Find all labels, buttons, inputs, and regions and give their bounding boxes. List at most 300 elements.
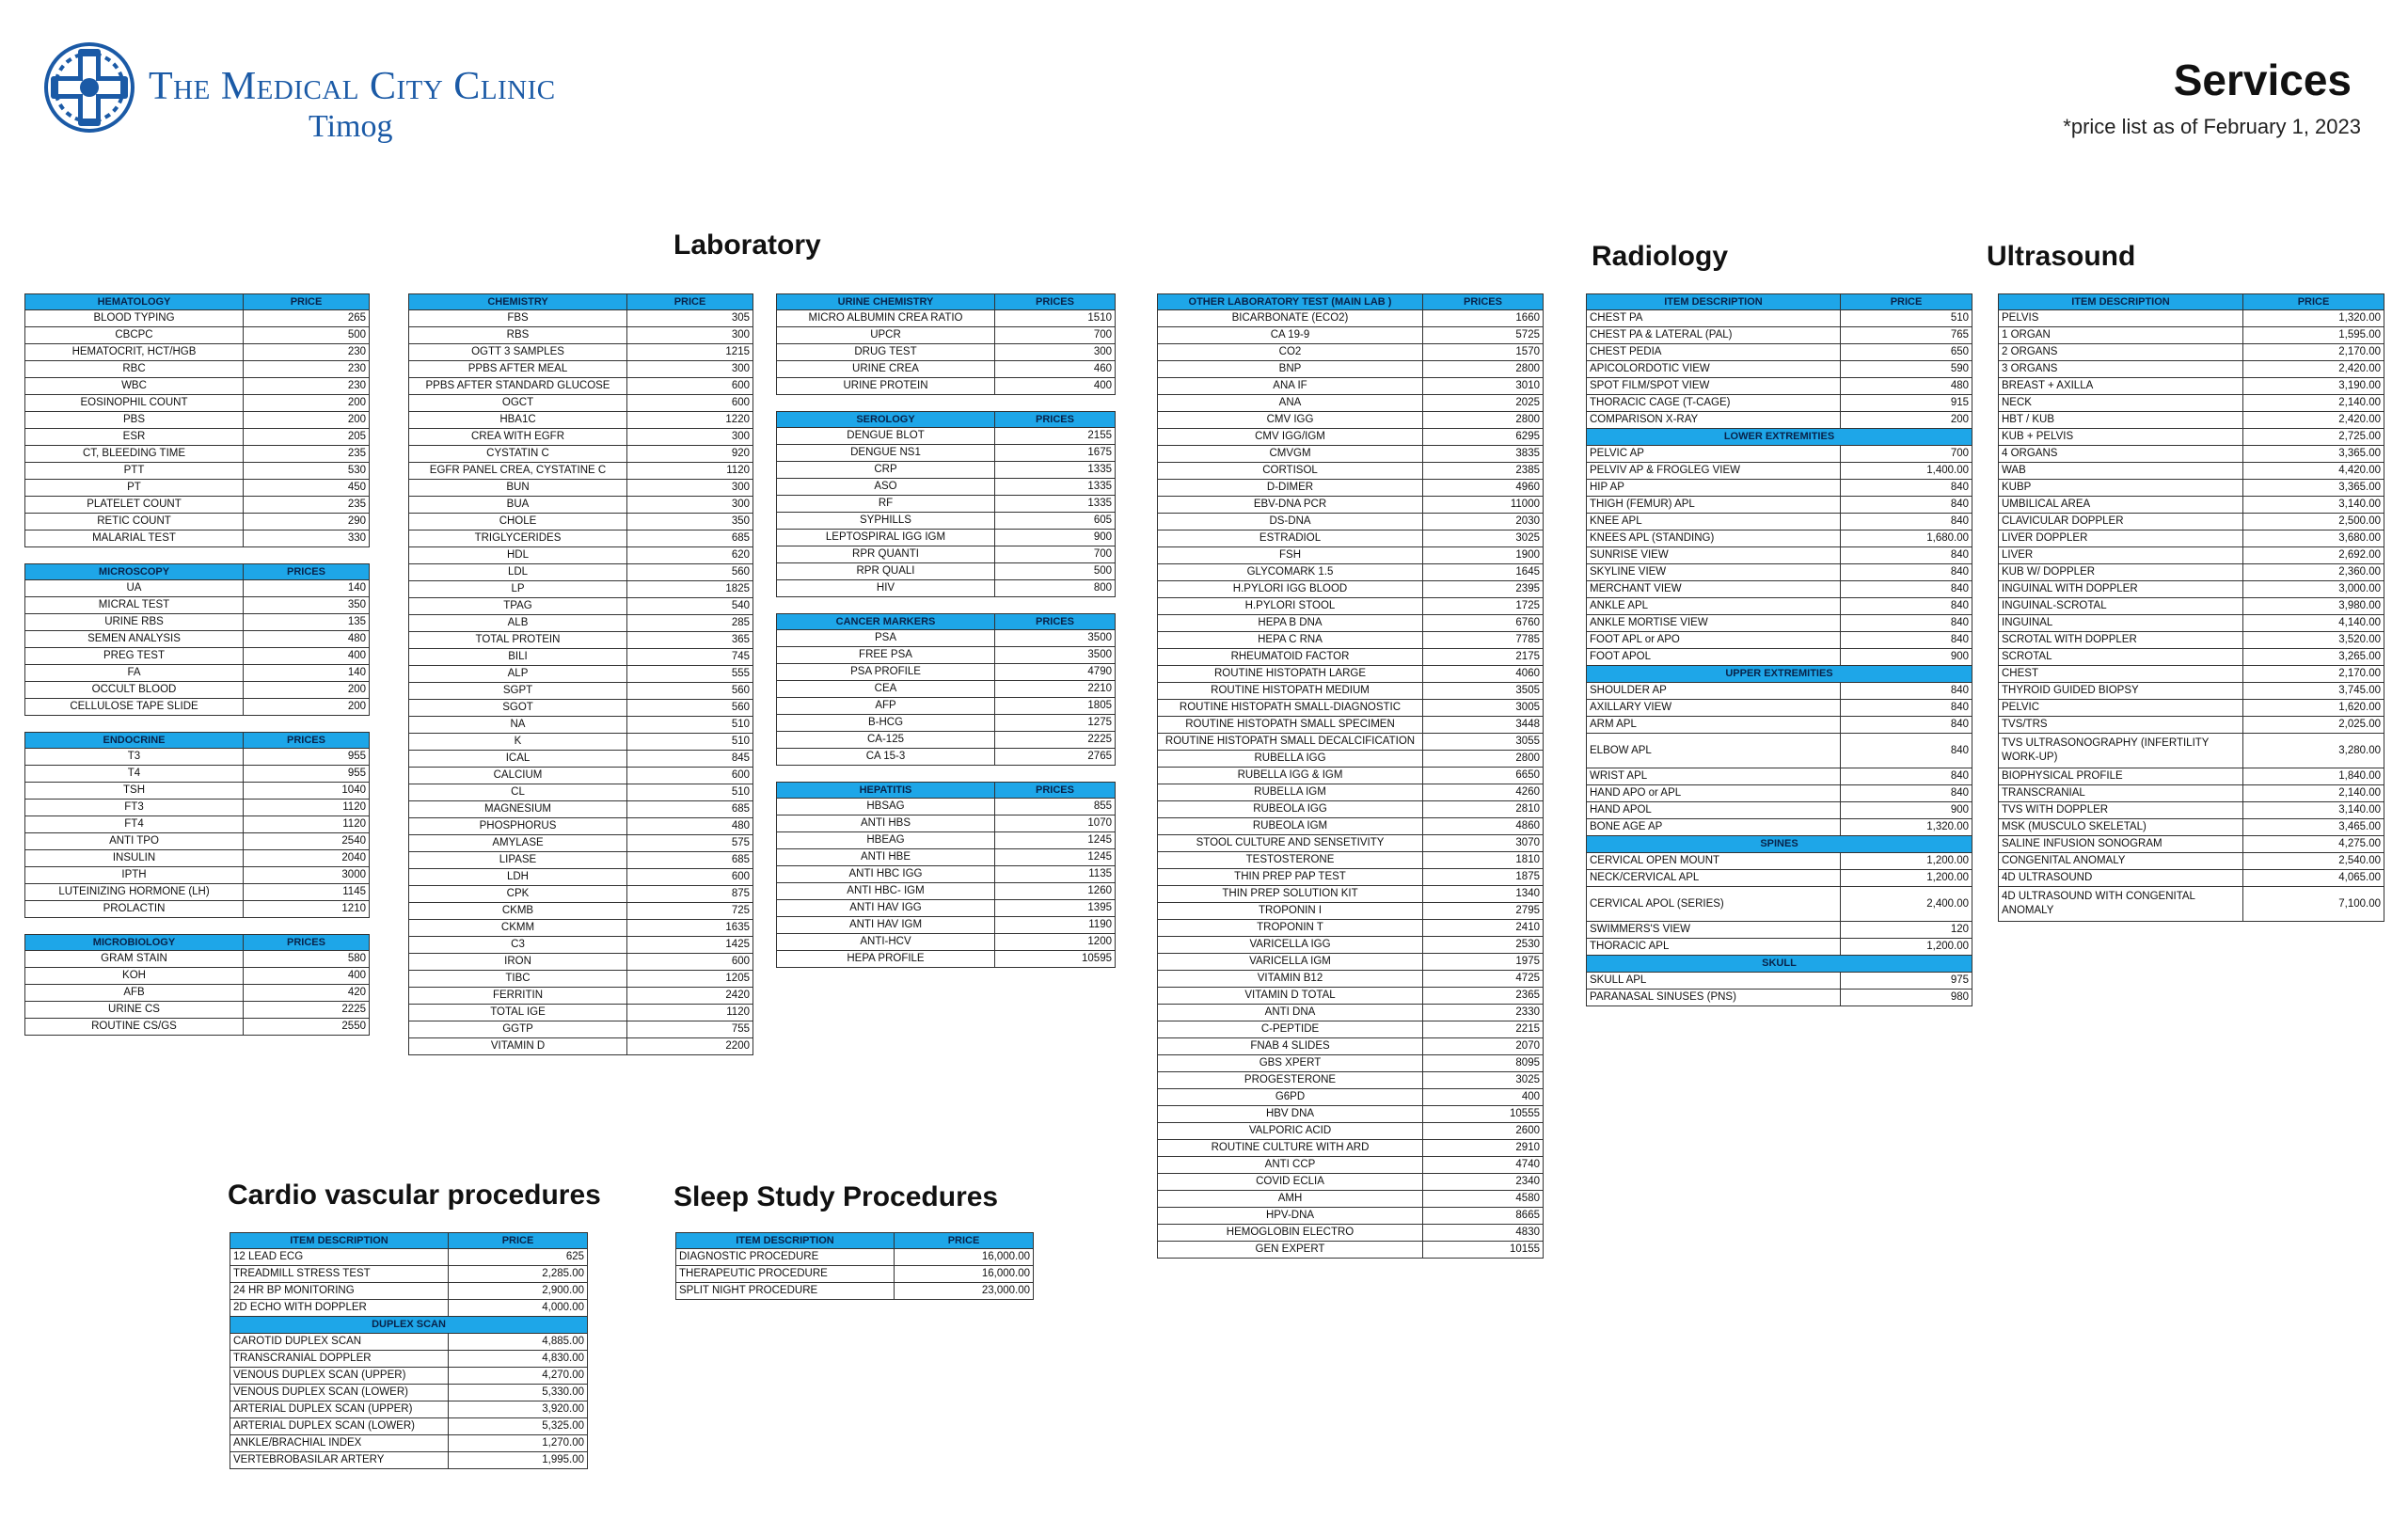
table-row [1158, 361, 1544, 378]
item-price: 305 [627, 310, 753, 327]
item-description: FA [25, 665, 244, 682]
item-description: RHEUMATOID FACTOR [1158, 649, 1423, 666]
table-row [1587, 446, 1972, 463]
item-price: 4580 [1423, 1191, 1544, 1208]
item-description: NECK/CERVICAL APL [1587, 870, 1841, 887]
table-row [409, 378, 753, 395]
item-price: 290 [244, 514, 370, 530]
table-row [1999, 683, 2384, 700]
item-description: VALPORIC ACID [1158, 1123, 1423, 1140]
table-row [1158, 1140, 1544, 1157]
item-description: ANTI DNA [1158, 1005, 1423, 1021]
table-row [1587, 547, 1972, 564]
item-description: SUNRISE VIEW [1587, 547, 1841, 564]
item-price: 140 [244, 665, 370, 682]
item-price: 400 [1423, 1089, 1544, 1106]
table-row [1158, 818, 1544, 835]
table-row [25, 968, 370, 985]
item-description: HDL [409, 547, 627, 564]
item-price: 560 [627, 700, 753, 717]
table-row [1999, 836, 2384, 853]
item-price: 2910 [1423, 1140, 1544, 1157]
table-row [1587, 344, 1972, 361]
table-row [25, 412, 370, 429]
table-row [409, 700, 753, 717]
table-row [1999, 361, 2384, 378]
item-description: RUBELLA IGG [1158, 751, 1423, 768]
clinic-logo [38, 36, 555, 158]
item-description: VERTEBROBASILAR ARTERY [230, 1452, 449, 1469]
item-description: APICOLORDOTIC VIEW [1587, 361, 1841, 378]
item-description: SALINE INFUSION SONOGRAM [1999, 836, 2243, 853]
item-price: 4060 [1423, 666, 1544, 683]
clinic-emblem-icon [38, 36, 141, 139]
item-price: 330 [244, 530, 370, 547]
item-description: WBC [25, 378, 244, 395]
spacer-row [25, 547, 370, 564]
table-row [1587, 615, 1972, 632]
table-row [1999, 649, 2384, 666]
item-description: SPOT FILM/SPOT VIEW [1587, 378, 1841, 395]
table-row [1158, 886, 1544, 903]
table-row [1158, 768, 1544, 784]
item-description: PPBS AFTER STANDARD GLUCOSE [409, 378, 627, 395]
table-row [1999, 785, 2384, 802]
item-price: 840 [1841, 497, 1972, 514]
item-price: 300 [627, 497, 753, 514]
item-description: RETIC COUNT [25, 514, 244, 530]
item-price: 1,620.00 [2243, 700, 2384, 717]
item-description: SYPHILLS [777, 513, 995, 530]
item-price: 1725 [1423, 598, 1544, 615]
table-row [409, 801, 753, 818]
radiology-price-table [1586, 293, 1972, 1006]
item-price: 840 [1841, 480, 1972, 497]
table-row [409, 784, 753, 801]
table-row [777, 580, 1116, 597]
table-row [409, 852, 753, 869]
item-description: CHOLE [409, 514, 627, 530]
table-row [230, 1368, 588, 1385]
item-description: HBA1C [409, 412, 627, 429]
item-price: 200 [244, 395, 370, 412]
item-description: HBV DNA [1158, 1106, 1423, 1123]
table-row [230, 1334, 588, 1351]
urine-serology-price-table [776, 293, 1116, 968]
item-description: ARTERIAL DUPLEX SCAN (LOWER) [230, 1418, 449, 1435]
table-row [25, 816, 370, 833]
item-description: ANTI HBC IGG [777, 866, 995, 883]
table-row [1158, 784, 1544, 801]
item-description: THORACIC APL [1587, 939, 1841, 956]
item-price: 400 [244, 648, 370, 665]
table-row [777, 479, 1116, 496]
item-description: CAROTID DUPLEX SCAN [230, 1334, 449, 1351]
item-description: COMPARISON X-RAY [1587, 412, 1841, 429]
item-description: PROGESTERONE [1158, 1072, 1423, 1089]
table-row [1999, 768, 2384, 785]
item-price: 840 [1841, 581, 1972, 598]
item-description: 4 ORGANS [1999, 446, 2243, 463]
item-description: EGFR PANEL CREA, CYSTATINE C [409, 463, 627, 480]
table-row [25, 901, 370, 918]
item-price: 205 [244, 429, 370, 446]
table-row [409, 327, 753, 344]
item-price: 265 [244, 310, 370, 327]
item-price: 500 [995, 563, 1116, 580]
table-row [25, 361, 370, 378]
item-description: VENOUS DUPLEX SCAN (UPPER) [230, 1368, 449, 1385]
table-row [1587, 819, 1972, 836]
item-price: 980 [1841, 990, 1972, 1006]
table-row [777, 664, 1116, 681]
item-description: 1 ORGAN [1999, 327, 2243, 344]
item-price: 605 [995, 513, 1116, 530]
table-row [25, 614, 370, 631]
item-description: PLATELET COUNT [25, 497, 244, 514]
item-description: HBT / KUB [1999, 412, 2243, 429]
item-price: 2025 [1423, 395, 1544, 412]
table-row [1587, 480, 1972, 497]
item-price: 16,000.00 [895, 1266, 1034, 1283]
table-row [409, 497, 753, 514]
item-price: 1810 [1423, 852, 1544, 869]
item-price: 2,360.00 [2243, 564, 2384, 581]
item-description: IRON [409, 954, 627, 971]
item-description: RUBELLA IGG & IGM [1158, 768, 1423, 784]
column-header-description: HEMATOLOGY [25, 294, 244, 310]
item-price: 840 [1841, 598, 1972, 615]
table-row [230, 1351, 588, 1368]
item-description: URINE CREA [777, 361, 995, 378]
table-row [777, 647, 1116, 664]
table-row [1587, 802, 1972, 819]
item-price: 510 [1841, 310, 1972, 327]
item-price: 650 [1841, 344, 1972, 361]
table-row [25, 463, 370, 480]
item-description: T4 [25, 766, 244, 783]
item-price: 3005 [1423, 700, 1544, 717]
table-row [1158, 395, 1544, 412]
item-description: 4D ULTRASOUND WITH CONGENITAL ANOMALY [1999, 887, 2243, 922]
item-price: 975 [1841, 973, 1972, 990]
item-price [244, 716, 370, 733]
table-row [1158, 480, 1544, 497]
table-row [409, 751, 753, 768]
item-price: 500 [244, 327, 370, 344]
spacer-row [25, 716, 370, 733]
table-row [1587, 497, 1972, 514]
item-price: 4830 [1423, 1225, 1544, 1242]
item-price: 510 [627, 734, 753, 751]
item-description: MALARIAL TEST [25, 530, 244, 547]
item-description: PSA PROFILE [777, 664, 995, 681]
item-description: TVS ULTRASONOGRAPHY (INFERTILITY WORK-UP) [1999, 734, 2243, 768]
item-price: 1825 [627, 581, 753, 598]
ultrasound-price-table [1998, 293, 2384, 922]
table-row [230, 1452, 588, 1469]
item-price: 1070 [995, 816, 1116, 832]
cardio-price-table [230, 1232, 588, 1469]
item-description: THIN PREP PAP TEST [1158, 869, 1423, 886]
table-row [1999, 666, 2384, 683]
item-price: 2,400.00 [1841, 887, 1972, 922]
item-price: 4,270.00 [449, 1368, 588, 1385]
item-description: TREADMILL STRESS TEST [230, 1266, 449, 1283]
price-date-note: *price list as of February 1, 2023 [2063, 115, 2361, 138]
item-description: CELLULOSE TAPE SLIDE [25, 699, 244, 716]
table-row [1158, 700, 1544, 717]
table-row [1999, 412, 2384, 429]
item-description: ESTRADIOL [1158, 530, 1423, 547]
table-header-row [25, 733, 370, 749]
table-row [409, 480, 753, 497]
table-row [230, 1249, 588, 1266]
table-row [777, 951, 1116, 968]
table-row [1158, 547, 1544, 564]
item-description: EBV-DNA PCR [1158, 497, 1423, 514]
table-row [1999, 480, 2384, 497]
item-description: KNEES APL (STANDING) [1587, 530, 1841, 547]
item-description: PBS [25, 412, 244, 429]
item-description: CA 15-3 [777, 749, 995, 766]
table-row [1158, 1242, 1544, 1259]
item-price: 2,420.00 [2243, 412, 2384, 429]
item-price: 300 [995, 344, 1116, 361]
item-price [995, 597, 1116, 614]
item-description: THYROID GUIDED BIOPSY [1999, 683, 2243, 700]
item-price: 2040 [244, 850, 370, 867]
item-description: RF [777, 496, 995, 513]
item-description: ROUTINE HISTOPATH SMALL-DIAGNOSTIC [1158, 700, 1423, 717]
table-row [25, 800, 370, 816]
table-header-row [777, 614, 1116, 630]
item-description: PHOSPHORUS [409, 818, 627, 835]
item-price: 2340 [1423, 1174, 1544, 1191]
table-row [409, 310, 753, 327]
item-description: MICRAL TEST [25, 597, 244, 614]
item-price: 2,692.00 [2243, 547, 2384, 564]
item-description: DENGUE NS1 [777, 445, 995, 462]
item-description: ANTI HBE [777, 849, 995, 866]
item-description: HIV [777, 580, 995, 597]
table-row [409, 835, 753, 852]
item-price: 350 [244, 597, 370, 614]
item-price: 725 [627, 903, 753, 920]
item-description: C-PEPTIDE [1158, 1021, 1423, 1038]
item-description: SCROTAL WITH DOPPLER [1999, 632, 2243, 649]
table-row [1158, 1021, 1544, 1038]
spacer-row [777, 395, 1116, 412]
item-price: 1120 [244, 816, 370, 833]
column-header-description: ITEM DESCRIPTION [676, 1233, 895, 1249]
table-row [409, 683, 753, 700]
item-description: PARANASAL SINUSES (PNS) [1587, 990, 1841, 1006]
item-price: 2215 [1423, 1021, 1544, 1038]
item-price: 745 [627, 649, 753, 666]
item-price: 1675 [995, 445, 1116, 462]
table-row [409, 768, 753, 784]
item-price: 1200 [995, 934, 1116, 951]
table-row [409, 988, 753, 1005]
table-row [230, 1300, 588, 1317]
table-header-row [230, 1233, 588, 1249]
item-price: 3070 [1423, 835, 1544, 852]
item-price: 200 [244, 699, 370, 716]
item-price: 10155 [1423, 1242, 1544, 1259]
item-price: 510 [627, 717, 753, 734]
table-row [25, 395, 370, 412]
column-header-price: PRICES [244, 935, 370, 951]
table-row [1587, 853, 1972, 870]
item-price: 200 [244, 682, 370, 699]
table-header-row [777, 783, 1116, 799]
table-row [1158, 1038, 1544, 1055]
item-price: 2530 [1423, 937, 1544, 954]
table-row [777, 327, 1116, 344]
item-description: FT3 [25, 800, 244, 816]
table-row [409, 734, 753, 751]
item-description: CA 19-9 [1158, 327, 1423, 344]
item-price: 140 [244, 580, 370, 597]
table-row [25, 580, 370, 597]
item-price: 1040 [244, 783, 370, 800]
item-price: 1210 [244, 901, 370, 918]
item-price: 700 [1841, 446, 1972, 463]
column-header-description: CANCER MARKERS [777, 614, 995, 630]
item-description: PELVIV AP & FROGLEG VIEW [1587, 463, 1841, 480]
item-price: 1335 [995, 462, 1116, 479]
category-subheader-row [230, 1317, 588, 1334]
item-price: 3,465.00 [2243, 819, 2384, 836]
item-price: 840 [1841, 734, 1972, 768]
item-price: 11000 [1423, 497, 1544, 514]
table-row [230, 1435, 588, 1452]
item-price: 3448 [1423, 717, 1544, 734]
item-price: 3,000.00 [2243, 581, 2384, 598]
table-row [409, 547, 753, 564]
item-description: SHOULDER AP [1587, 683, 1841, 700]
item-description: LUTEINIZING HORMONE (LH) [25, 884, 244, 901]
item-price: 3025 [1423, 530, 1544, 547]
column-header-description: ENDOCRINE [25, 733, 244, 749]
hematology-price-table [24, 293, 370, 1036]
table-row [25, 884, 370, 901]
item-description: H.PYLORI STOOL [1158, 598, 1423, 615]
table-row [1999, 547, 2384, 564]
item-description: PELVIC [1999, 700, 2243, 717]
item-description: FNAB 4 SLIDES [1158, 1038, 1423, 1055]
table-row [1158, 954, 1544, 971]
table-row [1158, 310, 1544, 327]
item-price: 2,900.00 [449, 1283, 588, 1300]
item-price: 200 [1841, 412, 1972, 429]
table-row [1158, 344, 1544, 361]
item-price: 1,320.00 [2243, 310, 2384, 327]
table-row [1158, 446, 1544, 463]
table-row [25, 327, 370, 344]
table-row [1158, 1123, 1544, 1140]
item-description: SEMEN ANALYSIS [25, 631, 244, 648]
item-description: ANTI HBC- IGM [777, 883, 995, 900]
table-row [409, 818, 753, 835]
item-price: 230 [244, 361, 370, 378]
item-price: 1645 [1423, 564, 1544, 581]
item-price: 4,000.00 [449, 1300, 588, 1317]
table-row [1587, 922, 1972, 939]
item-description: GBS XPERT [1158, 1055, 1423, 1072]
table-row [1158, 412, 1544, 429]
item-price [244, 918, 370, 935]
item-description: UMBILICAL AREA [1999, 497, 2243, 514]
item-price: 555 [627, 666, 753, 683]
table-row [25, 665, 370, 682]
column-header-description: OTHER LABORATORY TEST (MAIN LAB ) [1158, 294, 1423, 310]
item-description: HEPA PROFILE [777, 951, 995, 968]
table-row [1158, 869, 1544, 886]
item-description: BREAST + AXILLA [1999, 378, 2243, 395]
item-description: INSULIN [25, 850, 244, 867]
item-description: ANA [1158, 395, 1423, 412]
item-price: 955 [244, 749, 370, 766]
table-row [777, 310, 1116, 327]
item-price: 1635 [627, 920, 753, 937]
item-price: 1335 [995, 479, 1116, 496]
item-description: LIPASE [409, 852, 627, 869]
item-description: VARICELLA IGG [1158, 937, 1423, 954]
item-price: 2600 [1423, 1123, 1544, 1140]
item-price: 2225 [244, 1002, 370, 1019]
item-description: KOH [25, 968, 244, 985]
table-row [1999, 429, 2384, 446]
table-row [409, 666, 753, 683]
table-row [777, 361, 1116, 378]
item-description: CLAVICULAR DOPPLER [1999, 514, 2243, 530]
item-price: 3,745.00 [2243, 683, 2384, 700]
other-lab-price-table [1157, 293, 1544, 1259]
item-price: 4790 [995, 664, 1116, 681]
item-description: AMH [1158, 1191, 1423, 1208]
table-row [25, 378, 370, 395]
item-description: CHEST [1999, 666, 2243, 683]
table-row [1158, 666, 1544, 683]
item-price: 2765 [995, 749, 1116, 766]
item-price: 3505 [1423, 683, 1544, 700]
item-description: CKMM [409, 920, 627, 937]
item-price: 840 [1841, 683, 1972, 700]
item-description: B-HCG [777, 715, 995, 732]
table-row [25, 833, 370, 850]
table-row [1587, 564, 1972, 581]
item-price: 1275 [995, 715, 1116, 732]
item-price: 8095 [1423, 1055, 1544, 1072]
item-description: KUBP [1999, 480, 2243, 497]
table-row [777, 715, 1116, 732]
item-price: 350 [627, 514, 753, 530]
item-price: 1205 [627, 971, 753, 988]
item-price: 920 [627, 446, 753, 463]
item-price: 2070 [1423, 1038, 1544, 1055]
table-row [409, 717, 753, 734]
table-header-row [25, 935, 370, 951]
item-price: 285 [627, 615, 753, 632]
item-price: 7,100.00 [2243, 887, 2384, 922]
item-description: OCCULT BLOOD [25, 682, 244, 699]
table-row [409, 1038, 753, 1055]
item-description: 4D ULTRASOUND [1999, 870, 2243, 887]
item-description: CKMB [409, 903, 627, 920]
item-description: URINE CS [25, 1002, 244, 1019]
